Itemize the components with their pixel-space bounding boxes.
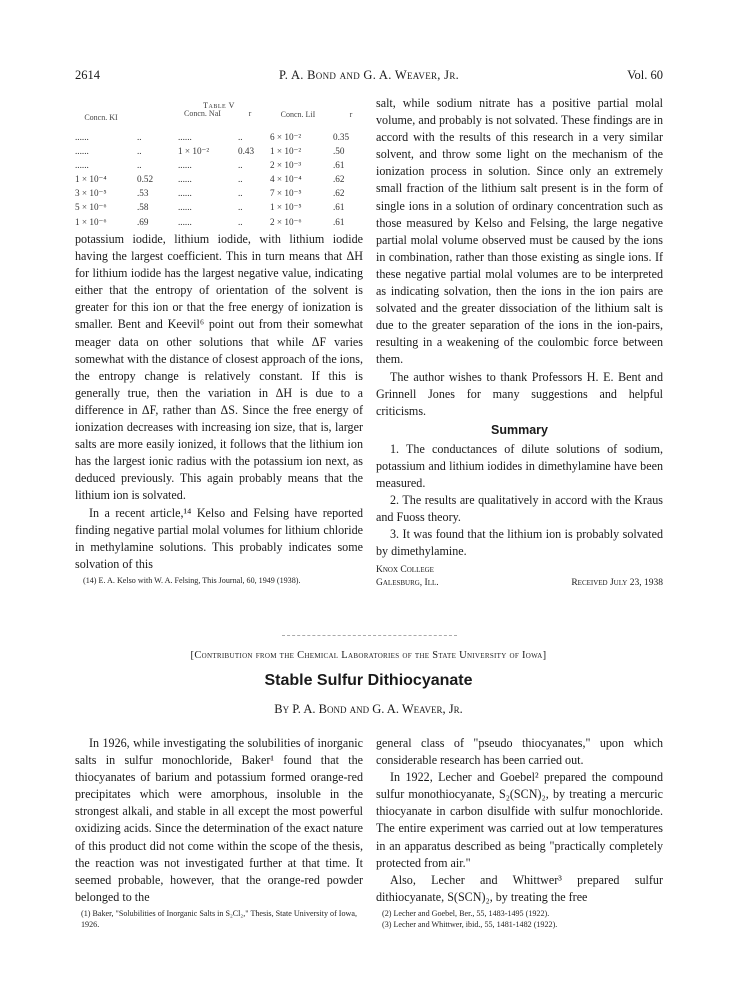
affiliation-block (376, 564, 663, 594)
table-cell: 1 × 10⁻² (178, 146, 210, 157)
table-row (75, 158, 363, 172)
table-cell: .. (238, 216, 243, 227)
left-column (75, 231, 363, 586)
table-caption: Table V (203, 101, 235, 110)
paragraph: general class of "pseudo thiocyanates," upon which considerable research has been carried out. (376, 736, 663, 768)
volume-number: Vol. 60 (627, 68, 663, 82)
table-cell: 0.43 (238, 146, 255, 157)
col-header-lii: Concn. LiI (280, 110, 316, 119)
table-row (75, 186, 363, 200)
table-cell: .61 (333, 216, 345, 227)
table-cell: .. (137, 132, 142, 142)
table-row (75, 130, 363, 144)
table-cell: ...... (75, 132, 89, 142)
table-cell: 2 × 10⁻³ (270, 160, 302, 171)
table-cell: ...... (178, 188, 192, 199)
summary-item: 3. It was found that the lithium ion is probably solvated by dimethylamine. (376, 527, 663, 559)
col-header-lii-r: r (349, 110, 353, 119)
page-number: 2614 (75, 68, 100, 82)
bottom-left-column (75, 735, 363, 930)
table-cell: ...... (75, 146, 89, 157)
table-cell: ...... (178, 132, 192, 142)
table-cell: 5 × 10⁻⁶ (75, 202, 107, 213)
table-cell: .. (238, 132, 243, 142)
table-cell: 4 × 10⁻⁴ (270, 174, 302, 185)
table-body (75, 130, 363, 229)
table-cell: 2 × 10⁻⁶ (270, 216, 302, 227)
affiliation-college: Knox College (376, 564, 434, 575)
paragraph: Also, Lecher and Whittwer³ prepared sulfur dithiocyanate, S(SCN)₂, by treating the free (376, 872, 663, 904)
table-cell: .50 (333, 146, 345, 157)
affiliation-city: Galesburg, Ill. (376, 577, 439, 588)
col-header-ki: Concn. KI (84, 113, 118, 122)
table-cell: .. (137, 160, 142, 171)
table-row (75, 215, 363, 229)
footnote-1: (1) Baker, "Solubilities of Inorganic Salts in S₂Cl₂," Thesis, State University of Iowa, 1926. (81, 908, 357, 929)
table-row (75, 144, 363, 158)
table-cell: .. (238, 160, 243, 171)
table-cell: .62 (333, 174, 345, 185)
table-cell: .69 (137, 216, 149, 227)
paragraph: In 1926, while investigating the solubilities of inorganic salts in sulfur monochloride, Baker¹ found that the thiocyanates of barium and potassium formed orange-red precipitates which were amorphous, insoluble in the strongest alkali, and stable in all except the most powerful oxidizing acids. Since the determination of the exact nature of this product did not come within the scope of the thesis, the reaction was not investigated further at that time. It seemed probable, however, that the orange-red powder belonged to the (75, 736, 363, 904)
col-header-nai: Concn. NaI (184, 109, 221, 118)
paragraph: In a recent article,¹⁴ Kelso and Felsing have reported finding negative partial molal volumes for lithium chloride in methylamine solutions. This probably indicates some solvation of this (75, 505, 363, 571)
table-cell: 0.35 (333, 132, 350, 142)
table-cell: ...... (178, 174, 192, 185)
byline: By P. A. Bond and G. A. Weaver, Jr. (274, 702, 463, 716)
table-row (75, 200, 363, 214)
table-cell: .. (137, 146, 142, 157)
summary-item: 1. The conductances of dilute solutions of sodium, potassium and lithium iodides in dimethylamine have been measured. (376, 441, 663, 491)
bottom-right-column (376, 735, 663, 930)
footnote-14: (14) E. A. Kelso with W. A. Felsing, This Journal, 60, 1949 (1938). (83, 575, 301, 585)
running-authors: P. A. Bond and G. A. Weaver, Jr. (278, 68, 460, 82)
table-header-row (75, 109, 363, 130)
table-cell: 6 × 10⁻² (270, 132, 302, 142)
table-cell: .62 (333, 188, 345, 199)
table-cell: 1 × 10⁻² (270, 146, 302, 157)
table-cell: 0.52 (137, 174, 154, 185)
table-cell: ...... (178, 160, 192, 171)
article-separator (282, 635, 457, 636)
table-cell: ...... (178, 202, 192, 213)
paragraph: The author wishes to thank Professors H. E. Bent and Grinnell Jones for many suggestions and helpful criticisms. (376, 369, 663, 418)
data-table (75, 109, 363, 229)
article-title: Stable Sulfur Dithiocyanate (264, 672, 473, 689)
col-header-nai-r: r (248, 109, 252, 118)
footnote-2: (2) Lecher and Goebel, Ber., 55, 1483-1495 (1922). (382, 908, 550, 918)
table-cell: .. (238, 202, 243, 213)
table-cell: .. (238, 188, 243, 199)
paragraph: potassium iodide, lithium iodide, with lithium iodide having the largest coefficient. This in turn means that ΔH for lithium iodide has the largest negative value, indicating either that the entropy of orientation of the solvent is greater for this ion or that the free energy of ionization is smaller. Bent and Keevil⁶ point out from their somewhat meager data on other solutions that while ΔF varies somewhat with the distance of closest approach of the ions, the entropy change is relatively constant. If this is generally true, then the variation in ΔH is due to a difference in ΔF, rather than ΔS. Since the free energy of ionization decreases with increasing ion size, that is, larger salts are more easily ionized, it follows that the lithium ion has the largest ionic radius with the potassium ion next, as deduced previously. This again probably means that the lithium ion is solvated. (75, 232, 363, 503)
running-header (75, 68, 663, 84)
received-date: Received July 23, 1938 (571, 577, 663, 588)
table-cell: 7 × 10⁻⁵ (270, 188, 302, 199)
footnote-3: (3) Lecher and Whittwer, ibid., 55, 1481-1482 (1922). (382, 919, 558, 929)
table-cell: 1 × 10⁻⁶ (75, 216, 107, 227)
table-cell: .61 (333, 160, 345, 171)
summary-item: 2. The results are qualitatively in accord with the Kraus and Fuoss theory. (376, 493, 663, 525)
table-cell: .61 (333, 202, 345, 213)
table-cell: .. (238, 174, 243, 185)
table-cell: .53 (137, 188, 149, 199)
contribution-line: [Contribution from the Chemical Laboratories of the State University of Iowa] (190, 650, 547, 661)
paragraph: salt, while sodium nitrate has a positive partial molal volume, and probably is not solvated. These findings are in accord with the results of this research in a very similar solvent, and throw some light on the mechanism of the ionization process in solution. Since only an extremely small fraction of the lithium salt present is in the form of single ions in a solution of ordinary concentration such as those measured by Kelso and Felsing, the large negative partial molal volume observed must be caused by the ions in combination, rather than those existing as single ions. If these negative partial molal volumes are to be interpreted as indicating solvation, then the ions in the ion pairs are solvated and the greater dissociation of the lithium salt is due to the greater separation of the ions in the ion-pairs, resulting in a weakening of the coulombic force between them. (376, 96, 663, 367)
right-column (376, 95, 663, 594)
summary-heading: Summary (491, 422, 548, 437)
table-cell: 1 × 10⁻⁵ (270, 202, 302, 213)
table-row (75, 172, 363, 186)
table-cell: 3 × 10⁻⁵ (75, 188, 107, 199)
table-cell: ...... (75, 160, 89, 171)
paragraph: In 1922, Lecher and Goebel² prepared the compound sulfur monothiocyanate, S₂(SCN)₂, by treating a mercuric thiocyanate in carbon disulfide with sulfur monochloride. The entire experiment was carried out at low temperatures in an apparatus described as being "practically completely protected from air." (376, 770, 663, 870)
table-cell: .58 (137, 202, 149, 213)
table-cell: 1 × 10⁻⁴ (75, 174, 107, 185)
table-cell: ...... (178, 216, 192, 227)
